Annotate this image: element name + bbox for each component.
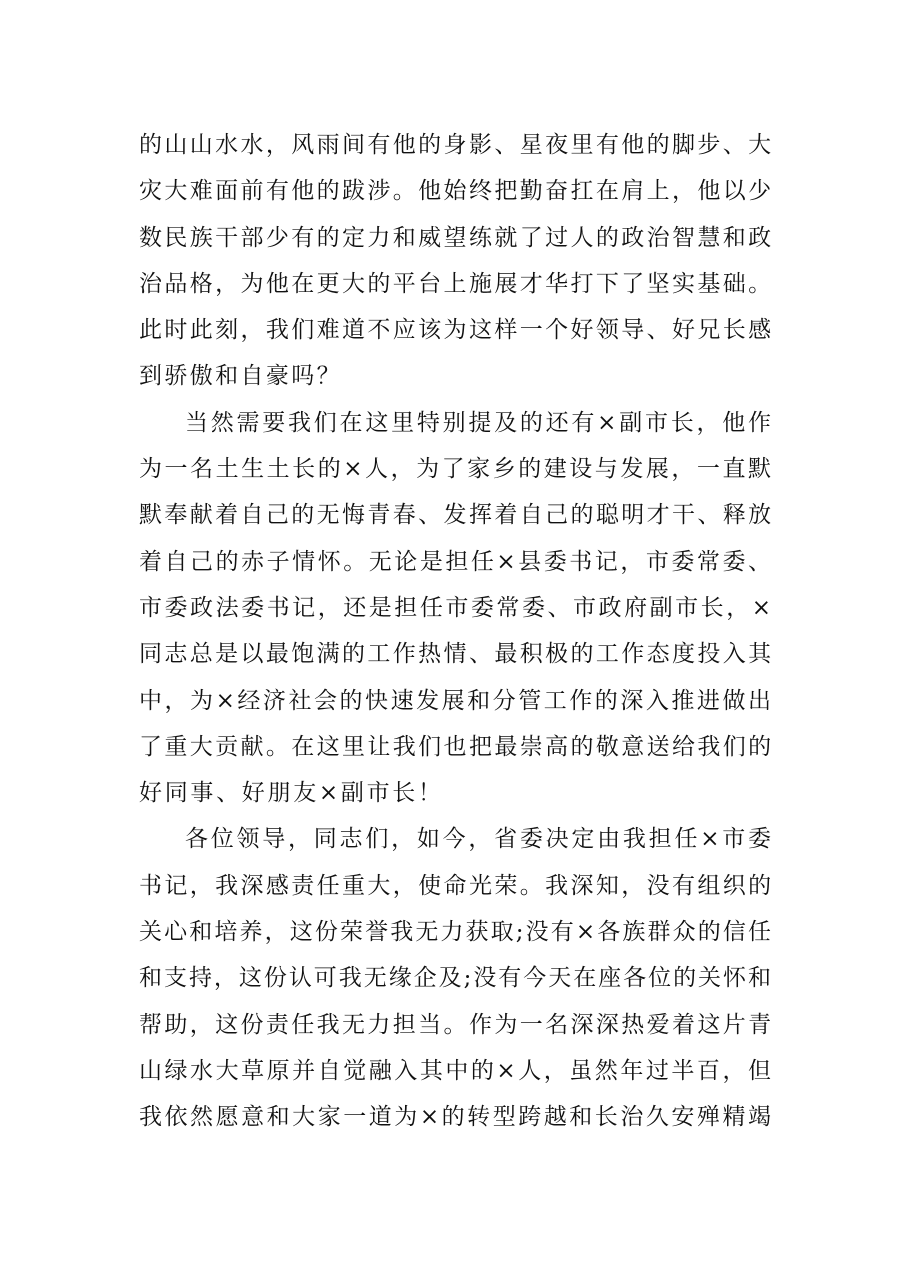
text-line: 为一名土生土长的×人，为了家乡的建设与发展，一直默 [139,456,774,483]
text-line: 关心和培养，这份荣誉我无力获取;没有×各族群众的信任 [139,919,774,946]
text-line: 好同事、好朋友×副市长！ [139,780,444,807]
text-line: 书记，我深感责任重大，使命光荣。我深知，没有组织的 [139,872,774,899]
text-line: 治品格，为他在更大的平台上施展才华打下了坚实基础。 [139,270,774,297]
text-line: 和支持，这份认可我无缘企及;没有今天在座各位的关怀和 [139,965,773,992]
text-line: 默奉献着自己的无悔青春、发挥着自己的聪明才干、释放 [139,502,774,529]
text-line: 数民族干部少有的定力和威望练就了过人的政治智慧和政 [139,224,774,251]
text-line: 帮助，这份责任我无力担当。作为一名深深热爱着这片青 [139,1011,774,1038]
text-line: 灾大难面前有他的跋涉。他始终把勤奋扛在肩上，他以少 [139,178,774,205]
text-line: 山绿水大草原并自觉融入其中的×人，虽然年过半百，但 [139,1057,774,1084]
document-body [139,122,774,1141]
text-line: 中，为×经济社会的快速发展和分管工作的深入推进做出 [139,687,774,714]
text-line: 了重大贡献。在这里让我们也把最崇高的敬意送给我们的 [139,733,774,760]
text-line: 同志总是以最饱满的工作热情、最积极的工作态度投入其 [139,641,774,668]
paragraph-first-line: 各位领导，同志们，如今，省委决定由我担任×市委 [185,826,774,853]
text-line: 着自己的赤子情怀。无论是担任×县委书记，市委常委、 [139,548,774,575]
text-line: 此时此刻，我们难道不应该为这样一个好领导、好兄长感 [139,317,774,344]
text-line: 市委政法委书记，还是担任市委常委、市政府副市长，× [139,594,774,621]
text-line: 到骄傲和自豪吗？ [139,363,343,390]
paragraph-first-line: 当然需要我们在这里特别提及的还有×副市长，他作 [185,409,774,436]
text-line: 的山山水水，风雨间有他的身影、星夜里有他的脚步、大 [139,132,774,158]
text-line: 我依然愿意和大家一道为×的转型跨越和长治久安殚精竭 [139,1104,774,1131]
